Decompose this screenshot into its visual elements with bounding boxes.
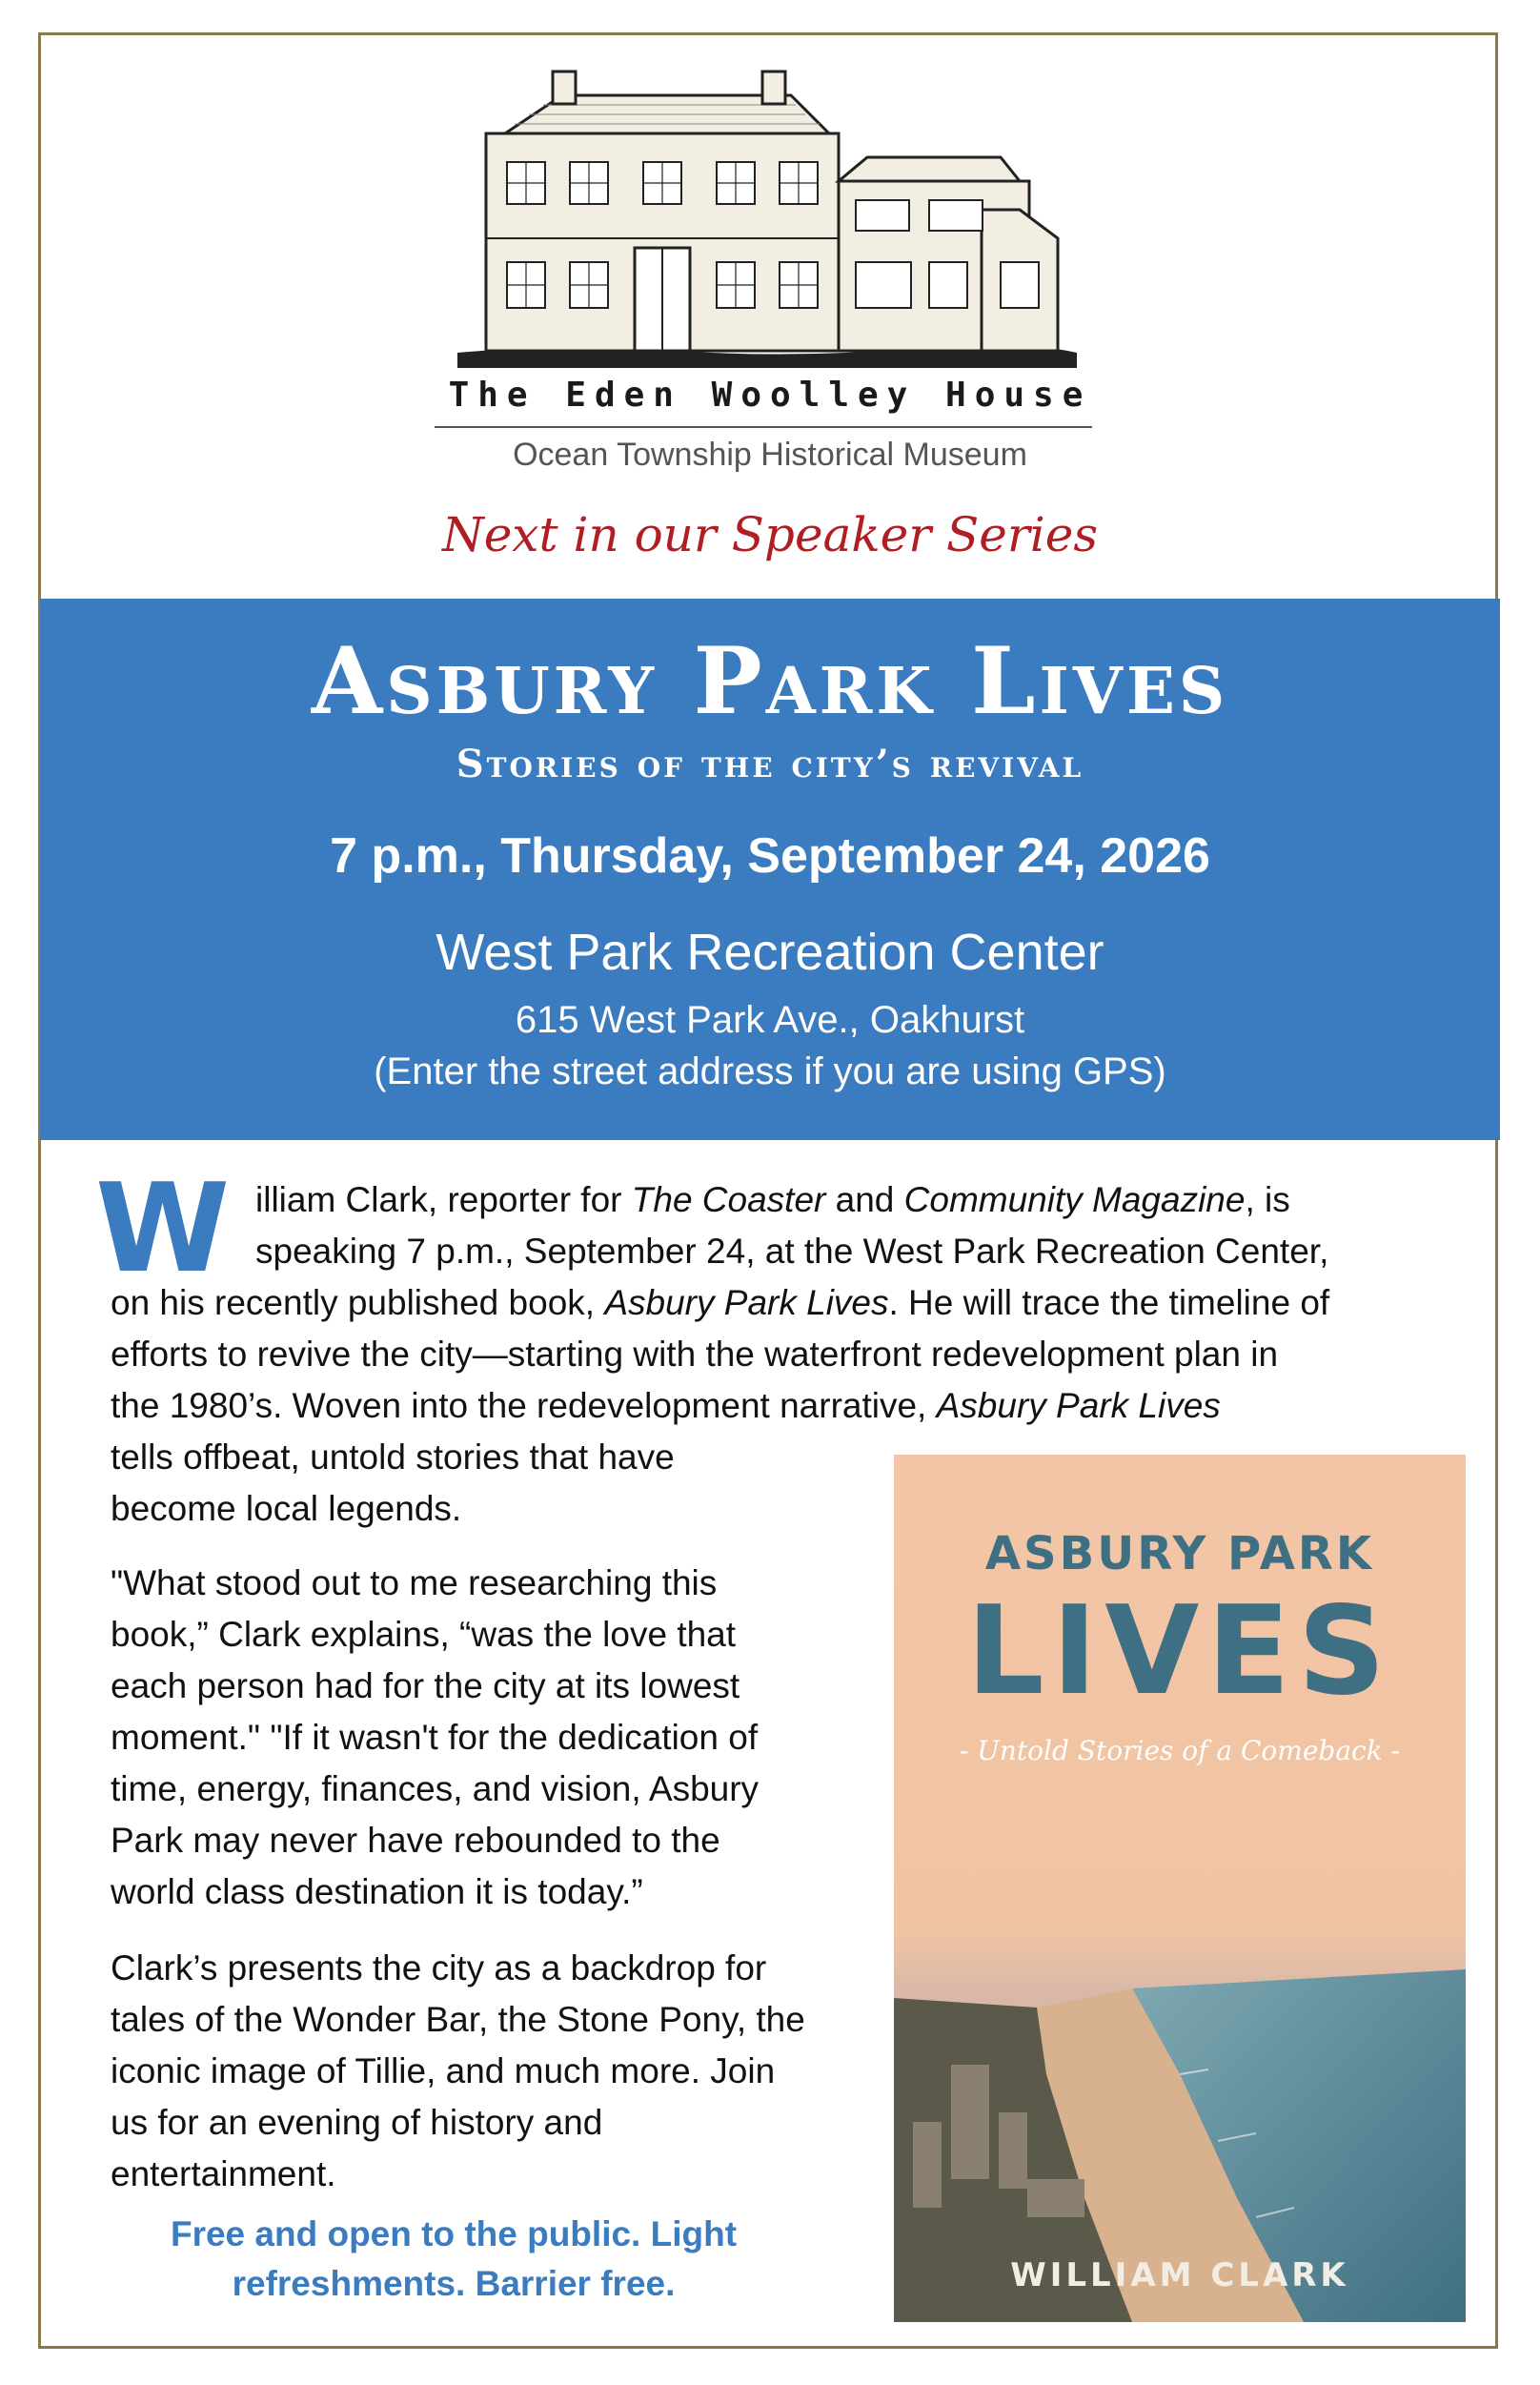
house-illustration bbox=[448, 67, 1083, 372]
p2-line: time, energy, finances, and vision, Asbury bbox=[111, 1769, 760, 1808]
p2-line: world class destination it is today.” bbox=[111, 1872, 643, 1911]
p2-line: moment." "If it wasn't for the dedication of bbox=[111, 1718, 759, 1757]
p1-line: become local legends. bbox=[111, 1489, 462, 1528]
p3-line: entertainment. bbox=[111, 2154, 336, 2193]
gps-note: (Enter the street address if you are using GPS) bbox=[374, 1050, 1166, 1092]
book-author: WILLIAM CLARK bbox=[1010, 2256, 1349, 2294]
event-title: Asbury Park Lives bbox=[311, 627, 1229, 735]
book-title-main: LIVES bbox=[966, 1580, 1393, 1722]
book-title-top: ASBURY PARK bbox=[984, 1527, 1375, 1580]
event-address: 615 West Park Ave., Oakhurst bbox=[515, 999, 1025, 1041]
p2-line: book,” Clark explains, “was the love that bbox=[111, 1615, 737, 1654]
p3-line: iconic image of Tillie, and much more. Join bbox=[111, 2051, 776, 2090]
event-datetime: 7 p.m., Thursday, September 24, 2026 bbox=[330, 828, 1210, 884]
museum-subtitle: Ocean Township Historical Museum bbox=[513, 437, 1027, 473]
series-label: Next in our Speaker Series bbox=[441, 507, 1099, 562]
p3-line: us for an evening of history and bbox=[111, 2103, 603, 2142]
p1-line: the 1980’s. Woven into the redevelopment narrative, Asbury Park Lives bbox=[111, 1386, 1221, 1425]
event-venue: West Park Recreation Center bbox=[436, 924, 1104, 981]
p2-line: Park may never have rebounded to the bbox=[111, 1821, 720, 1860]
book-tagline: - Untold Stories of a Comeback - bbox=[959, 1735, 1401, 1766]
event-banner bbox=[40, 599, 1500, 1140]
admission-line: refreshments. Barrier free. bbox=[232, 2264, 676, 2303]
p2-line: each person had for the city at its lowest bbox=[111, 1666, 740, 1705]
p1-line: tells offbeat, untold stories that have bbox=[111, 1437, 675, 1477]
p1-line: illiam Clark, reporter for The Coaster and Community Magazine, is bbox=[255, 1180, 1290, 1219]
museum-name: The Eden Woolley House bbox=[448, 376, 1092, 415]
p1-line: speaking 7 p.m., September 24, at the West Park Recreation Center, bbox=[255, 1232, 1329, 1271]
p1-line: efforts to revive the city—starting with the waterfront redevelopment plan in bbox=[111, 1335, 1279, 1374]
admission-note bbox=[111, 2210, 797, 2309]
book-cover bbox=[894, 1455, 1466, 2322]
p2-line: "What stood out to me researching this bbox=[111, 1563, 718, 1602]
admission-line: Free and open to the public. Light bbox=[170, 2214, 738, 2253]
divider bbox=[435, 426, 1092, 428]
p3-line: tales of the Wonder Bar, the Stone Pony, the bbox=[111, 2000, 805, 2039]
drop-cap: W bbox=[95, 1158, 231, 1300]
p1-line: on his recently published book, Asbury Park Lives. He will trace the timeline of bbox=[111, 1283, 1330, 1322]
p3-line: Clark’s presents the city as a backdrop for bbox=[111, 1948, 767, 1988]
event-subtitle: Stories of the city’s revival bbox=[456, 742, 1084, 786]
